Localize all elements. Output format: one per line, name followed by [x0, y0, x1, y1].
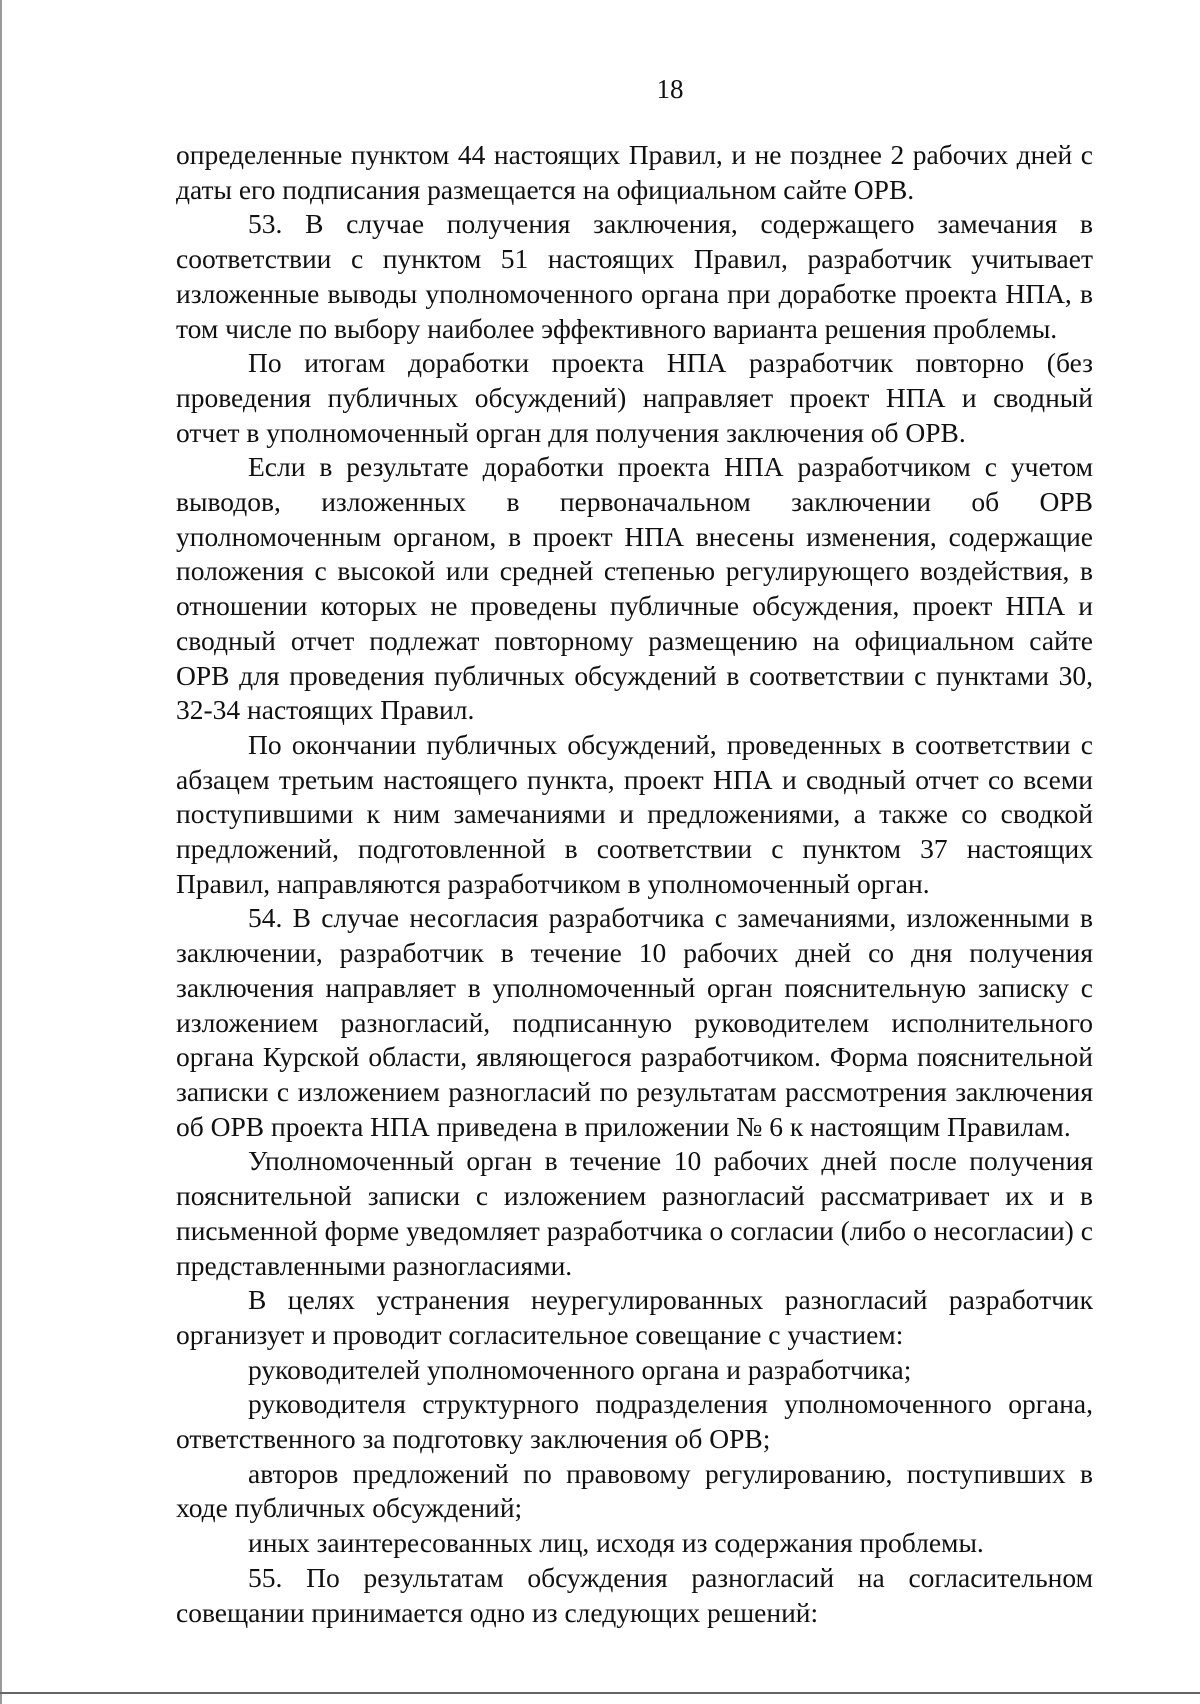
paragraph-clause-54: 54. В случае несогласия разработчика с замечаниями, изложенными в заключении, разработчик в течение 10 рабочих дней со дня получения заключения направляет в уполномоченный орган пояснительную записку с изложением разногласий, подписанную руководителем исполнительного органа Курской области, являющегося разработчиком. Форма пояснительной записки с изложением разногласий по результатам рассмотрения заключения об ОРВ проекта НПА приведена в приложении № 6 к настоящим Правилам. — [176, 902, 1093, 1142]
document-body — [176, 138, 1093, 1630]
paragraph-clause-53: 53. В случае получения заключения, содержащего замечания в соответствии с пунктом 51 настоящих Правил, разработчик учитывает изложенные выводы уполномоченного органа при доработке проекта НПА, в том числе по выбору наиболее эффективного варианта решения проблемы. — [176, 208, 1093, 344]
list-item: руководителя структурного подразделения уполномоченного органа, ответственного за подготовку заключения об ОРВ; — [176, 1388, 1093, 1455]
scan-left-edge — [0, 0, 2, 1704]
page-number: 18 — [656, 74, 684, 104]
paragraph-clause-55: 55. По результатам обсуждения разногласий на согласительном совещании принимается одно из следующих решений: — [176, 1561, 1093, 1628]
list-item: иных заинтересованных лиц, исходя из содержания проблемы. — [248, 1527, 984, 1559]
paragraph: По окончании публичных обсуждений, проведенных в соответствии с абзацем третьим настоящего пункта, проект НПА и сводный отчет со всеми поступившими к ним замечаниями и предложениями, а также со сводкой предложений, подготовленной в соответствии с пунктом 37 настоящих Правил, направляются разработчиком в уполномоченный орган. — [176, 728, 1093, 899]
list-item: руководителей уполномоченного органа и разработчика; — [248, 1353, 912, 1385]
scan-bottom-edge — [0, 1692, 1200, 1694]
paragraph: Если в результате доработки проекта НПА разработчиком с учетом выводов, изложенных в первоначальном заключении об ОРВ уполномоченным органом, в проект НПА внесены изменения, содержащие положения с высокой или средней степенью регулирующего воздействия, в отношении которых не проведены публичные обсуждения, проект НПА и сводный отчет подлежат повторному размещению на официальном сайте ОРВ для проведения публичных обсуждений в соответствии с пунктами 30, 32-34 настоящих Правил. — [176, 451, 1093, 726]
paragraph: В целях устранения неурегулированных разногласий разработчик организует и проводит согласительное совещание с участием: — [176, 1284, 1093, 1350]
paragraph: Уполномоченный орган в течение 10 рабочих дней после получения пояснительной записки с изложением разногласий рассматривает их и в письменной форме уведомляет разработчика о согласии (либо о несогласии) с представленными разногласиями. — [176, 1145, 1093, 1281]
paragraph: По итогам доработки проекта НПА разработчик повторно (без проведения публичных обсуждений) направляет проект НПА и сводный отчет в уполномоченный орган для получения заключения об ОРВ. — [176, 347, 1093, 448]
list-item: авторов предложений по правовому регулированию, поступивших в ходе публичных обсуждений; — [176, 1457, 1093, 1524]
paragraph-continuation: определенные пунктом 44 настоящих Правил, и не позднее 2 рабочих дней с даты его подписания размещается на официальном сайте ОРВ. — [176, 139, 1093, 205]
